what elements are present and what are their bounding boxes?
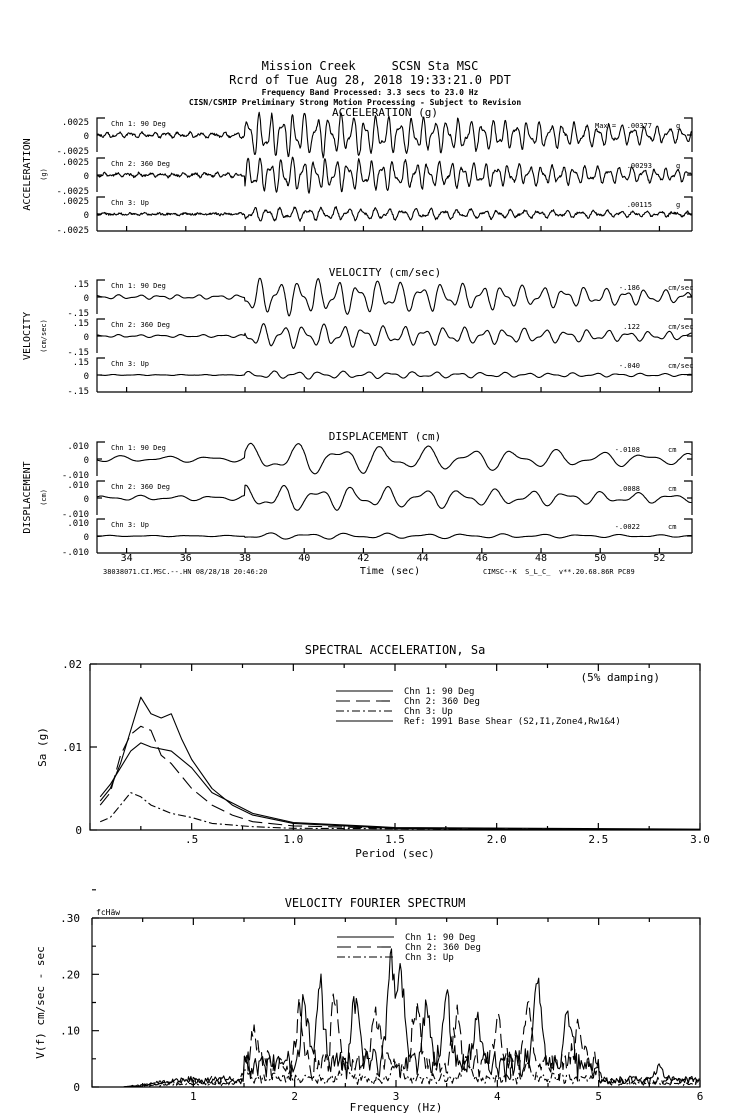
header-band: Frequency Band Processed: 3.3 secs to 23.0 Hz (261, 88, 479, 97)
y-tick-label: .30 (60, 912, 80, 925)
x-tick-label: 4 (494, 1090, 501, 1103)
channel-unit: cm (668, 523, 677, 531)
tick-bottom: -.010 (61, 510, 89, 520)
chart-title: SPECTRAL ACCELERATION, Sa (304, 643, 486, 657)
tick-bottom: -.010 (61, 548, 89, 558)
channel-trace (56, 112, 692, 158)
channel-max: .00377 (626, 122, 652, 130)
panel-yunit: (cm) (40, 489, 48, 506)
x-tick-mark (497, 664, 548, 830)
channel-max: -.0022 (614, 523, 640, 531)
corner-label: fcHäw (96, 908, 121, 917)
tick-bottom: -.15 (67, 309, 89, 319)
channel-unit: cm (668, 485, 677, 493)
waveform (97, 157, 691, 193)
panel-acceleration (22, 106, 692, 236)
tick-zero: 0 (83, 372, 89, 382)
x-tick-label: 6 (696, 1090, 704, 1103)
time-tick-label: 40 (298, 553, 311, 564)
panel-velocity (22, 266, 693, 397)
y-axis-label: Sa (g) (36, 727, 49, 767)
footer-left: 38038071.CI.MSC.--.HN 08/28/18 20:46:20 (103, 568, 268, 576)
tick-top: .010 (67, 481, 89, 491)
y-tick-mark (92, 1003, 99, 1031)
tick-top: .010 (67, 442, 89, 452)
y-tick-label: .10 (60, 1024, 80, 1038)
header-record: Rcrd of Tue Aug 28, 2018 19:33:21.0 PDT (229, 73, 511, 87)
channel-name: Chn 2: 360 Deg (111, 483, 171, 491)
x-tick-mark (192, 664, 243, 830)
waveform (97, 278, 694, 316)
x-tick-mark (700, 664, 739, 830)
x-tick-mark (599, 918, 650, 1087)
tick-top: .15 (72, 280, 89, 290)
x-tick-label: 1 (190, 1090, 197, 1103)
channel-trace (62, 442, 692, 481)
tick-bottom: -.0025 (56, 187, 89, 197)
plot-frame (90, 664, 700, 830)
x-tick-mark (193, 918, 244, 1087)
x-tick-label: 1.0 (283, 833, 304, 846)
channel-max: -.0108 (614, 446, 640, 454)
channel-max: -.186 (618, 284, 640, 292)
time-tick-label: 44 (416, 553, 429, 564)
max-prefix: Max = (595, 122, 617, 130)
channel-name: Chn 1: 90 Deg (111, 282, 166, 290)
panel-title: ACCELERATION (g) (332, 106, 438, 119)
panel-title: DISPLACEMENT (cm) (328, 430, 442, 443)
x-tick-mark (293, 664, 344, 830)
time-tick-label: 52 (653, 553, 666, 564)
channel-trace (67, 358, 693, 397)
tick-top: .0025 (61, 118, 89, 128)
panel-ylabel: VELOCITY (22, 311, 33, 361)
x-tick-label: 2.5 (588, 833, 609, 846)
tick-zero: 0 (83, 172, 89, 182)
channel-max: -.040 (618, 362, 640, 370)
panel-displacement (22, 430, 692, 558)
damping-annotation: (5% damping) (580, 671, 660, 684)
panel-yunit: (g) (40, 168, 48, 181)
x-tick-label: 2.0 (486, 833, 507, 846)
channel-trace (56, 197, 692, 236)
channel-max: .00293 (626, 162, 652, 170)
tick-zero: 0 (83, 132, 89, 142)
tick-zero: 0 (83, 333, 89, 343)
legend-entry: Chn 2: 360 Deg (404, 697, 480, 707)
tick-bottom: -.15 (67, 348, 89, 358)
waveform (97, 207, 691, 222)
channel-max: .0088 (618, 485, 640, 493)
waveform (97, 112, 691, 158)
channel-unit: g (676, 122, 681, 130)
time-tick-label: 46 (475, 553, 488, 564)
panel-yunit: (cm/sec) (40, 319, 48, 353)
channel-frame (97, 442, 692, 476)
channel-frame (97, 280, 692, 314)
waveform (97, 443, 691, 474)
channel-name: Chn 3: Up (111, 521, 149, 529)
x-tick-mark (90, 664, 141, 830)
y-tick-label: 0 (73, 1081, 80, 1094)
time-axis-label: Time (sec) (359, 566, 421, 577)
channel-unit: cm/sec (668, 323, 694, 331)
channel-trace (67, 278, 693, 319)
channel-unit: cm/sec (668, 284, 694, 292)
tick-top: .0025 (61, 197, 89, 207)
legend-entry: Chn 3: Up (404, 707, 453, 717)
legend-entry: Chn 1: 90 Deg (404, 687, 475, 697)
series-line (100, 793, 700, 830)
channel-unit: g (676, 201, 681, 209)
waveform (97, 371, 691, 379)
tick-top: .0025 (61, 158, 89, 168)
tick-top: .15 (72, 319, 89, 329)
x-tick-mark (598, 664, 649, 830)
channel-name: Chn 3: Up (111, 360, 149, 368)
panel-ylabel: DISPLACEMENT (22, 461, 33, 534)
y-axis-label: V(f) cm/sec - sec (34, 946, 47, 1059)
tick-zero: 0 (83, 294, 89, 304)
series-line (102, 949, 699, 1087)
channel-name: Chn 1: 90 Deg (111, 444, 166, 452)
panel-ylabel: ACCELERATION (22, 138, 33, 211)
footer-right: CIMSC--K S_L_C_ v**.20.68.86R PC89 (483, 568, 635, 576)
channel-name: Chn 1: 90 Deg (111, 120, 166, 128)
y-tick-label: .20 (60, 968, 80, 982)
channel-unit: g (676, 162, 681, 170)
time-tick-label: 38 (238, 553, 252, 564)
x-axis-label: Period (sec) (355, 847, 435, 860)
waveform (97, 323, 694, 349)
time-tick-label: 42 (357, 553, 370, 564)
series-line (100, 726, 700, 829)
channel-trace (56, 157, 692, 197)
waveform (97, 533, 691, 539)
legend-entry: Chn 2: 360 Deg (405, 943, 481, 953)
time-tick-label: 36 (179, 553, 192, 564)
channel-name: Chn 2: 360 Deg (111, 160, 171, 168)
legend-entry: Ref: 1991 Base Shear (S2,I1,Zone4,Rw1&4) (404, 717, 621, 727)
channel-name: Chn 2: 360 Deg (111, 321, 171, 329)
tick-top: .15 (72, 358, 89, 368)
legend-entry: Chn 3: Up (405, 953, 454, 963)
channel-unit: cm (668, 446, 677, 454)
panel-title: VELOCITY (cm/sec) (328, 266, 442, 279)
x-tick-mark (92, 918, 143, 1087)
tick-zero: 0 (83, 456, 89, 466)
x-tick-label: .5 (185, 833, 199, 846)
tick-bottom: -.010 (61, 471, 89, 481)
time-tick-label: 50 (594, 553, 607, 564)
channel-trace (62, 481, 692, 520)
legend-entry: Chn 1: 90 Deg (405, 933, 476, 943)
plot-frame (92, 918, 700, 1087)
x-tick-label: 1.5 (385, 833, 405, 846)
tick-zero: 0 (83, 495, 89, 505)
chart-title: VELOCITY FOURIER SPECTRUM (284, 896, 466, 910)
tick-bottom: -.0025 (56, 226, 89, 236)
y-tick-mark (92, 1059, 99, 1087)
channel-name: Chn 3: Up (111, 199, 149, 207)
x-tick-label: 3.0 (690, 833, 710, 846)
tick-bottom: -.15 (67, 387, 89, 397)
tick-bottom: -.0025 (56, 147, 89, 157)
header-notice: CISN/CSMIP Preliminary Strong Motion Processing - Subject to Revision (188, 98, 522, 107)
channel-trace (67, 319, 693, 358)
x-tick-label: 2 (291, 1090, 298, 1103)
x-tick-label: 3 (392, 1090, 400, 1103)
y-tick-mark (92, 946, 99, 974)
channel-max: .122 (623, 323, 640, 331)
waveform (97, 485, 691, 510)
time-tick-label: 48 (535, 553, 548, 564)
channel-max: .00115 (626, 201, 652, 209)
x-tick-mark (700, 918, 739, 1087)
header-station: Mission Creek SCSN Sta MSC (261, 59, 479, 73)
x-tick-label: 5 (595, 1090, 602, 1103)
series-line (102, 994, 699, 1087)
channel-unit: cm/sec (668, 362, 694, 370)
y-tick-label: .02 (62, 658, 82, 671)
y-tick-label: .01 (62, 741, 82, 754)
time-tick-label: 34 (120, 553, 133, 564)
tick-zero: 0 (83, 211, 89, 221)
y-tick-label: 0 (75, 824, 82, 837)
x-axis-label: Frequency (Hz) (349, 1101, 443, 1114)
tick-zero: 0 (83, 533, 89, 543)
tick-top: .010 (67, 519, 89, 529)
